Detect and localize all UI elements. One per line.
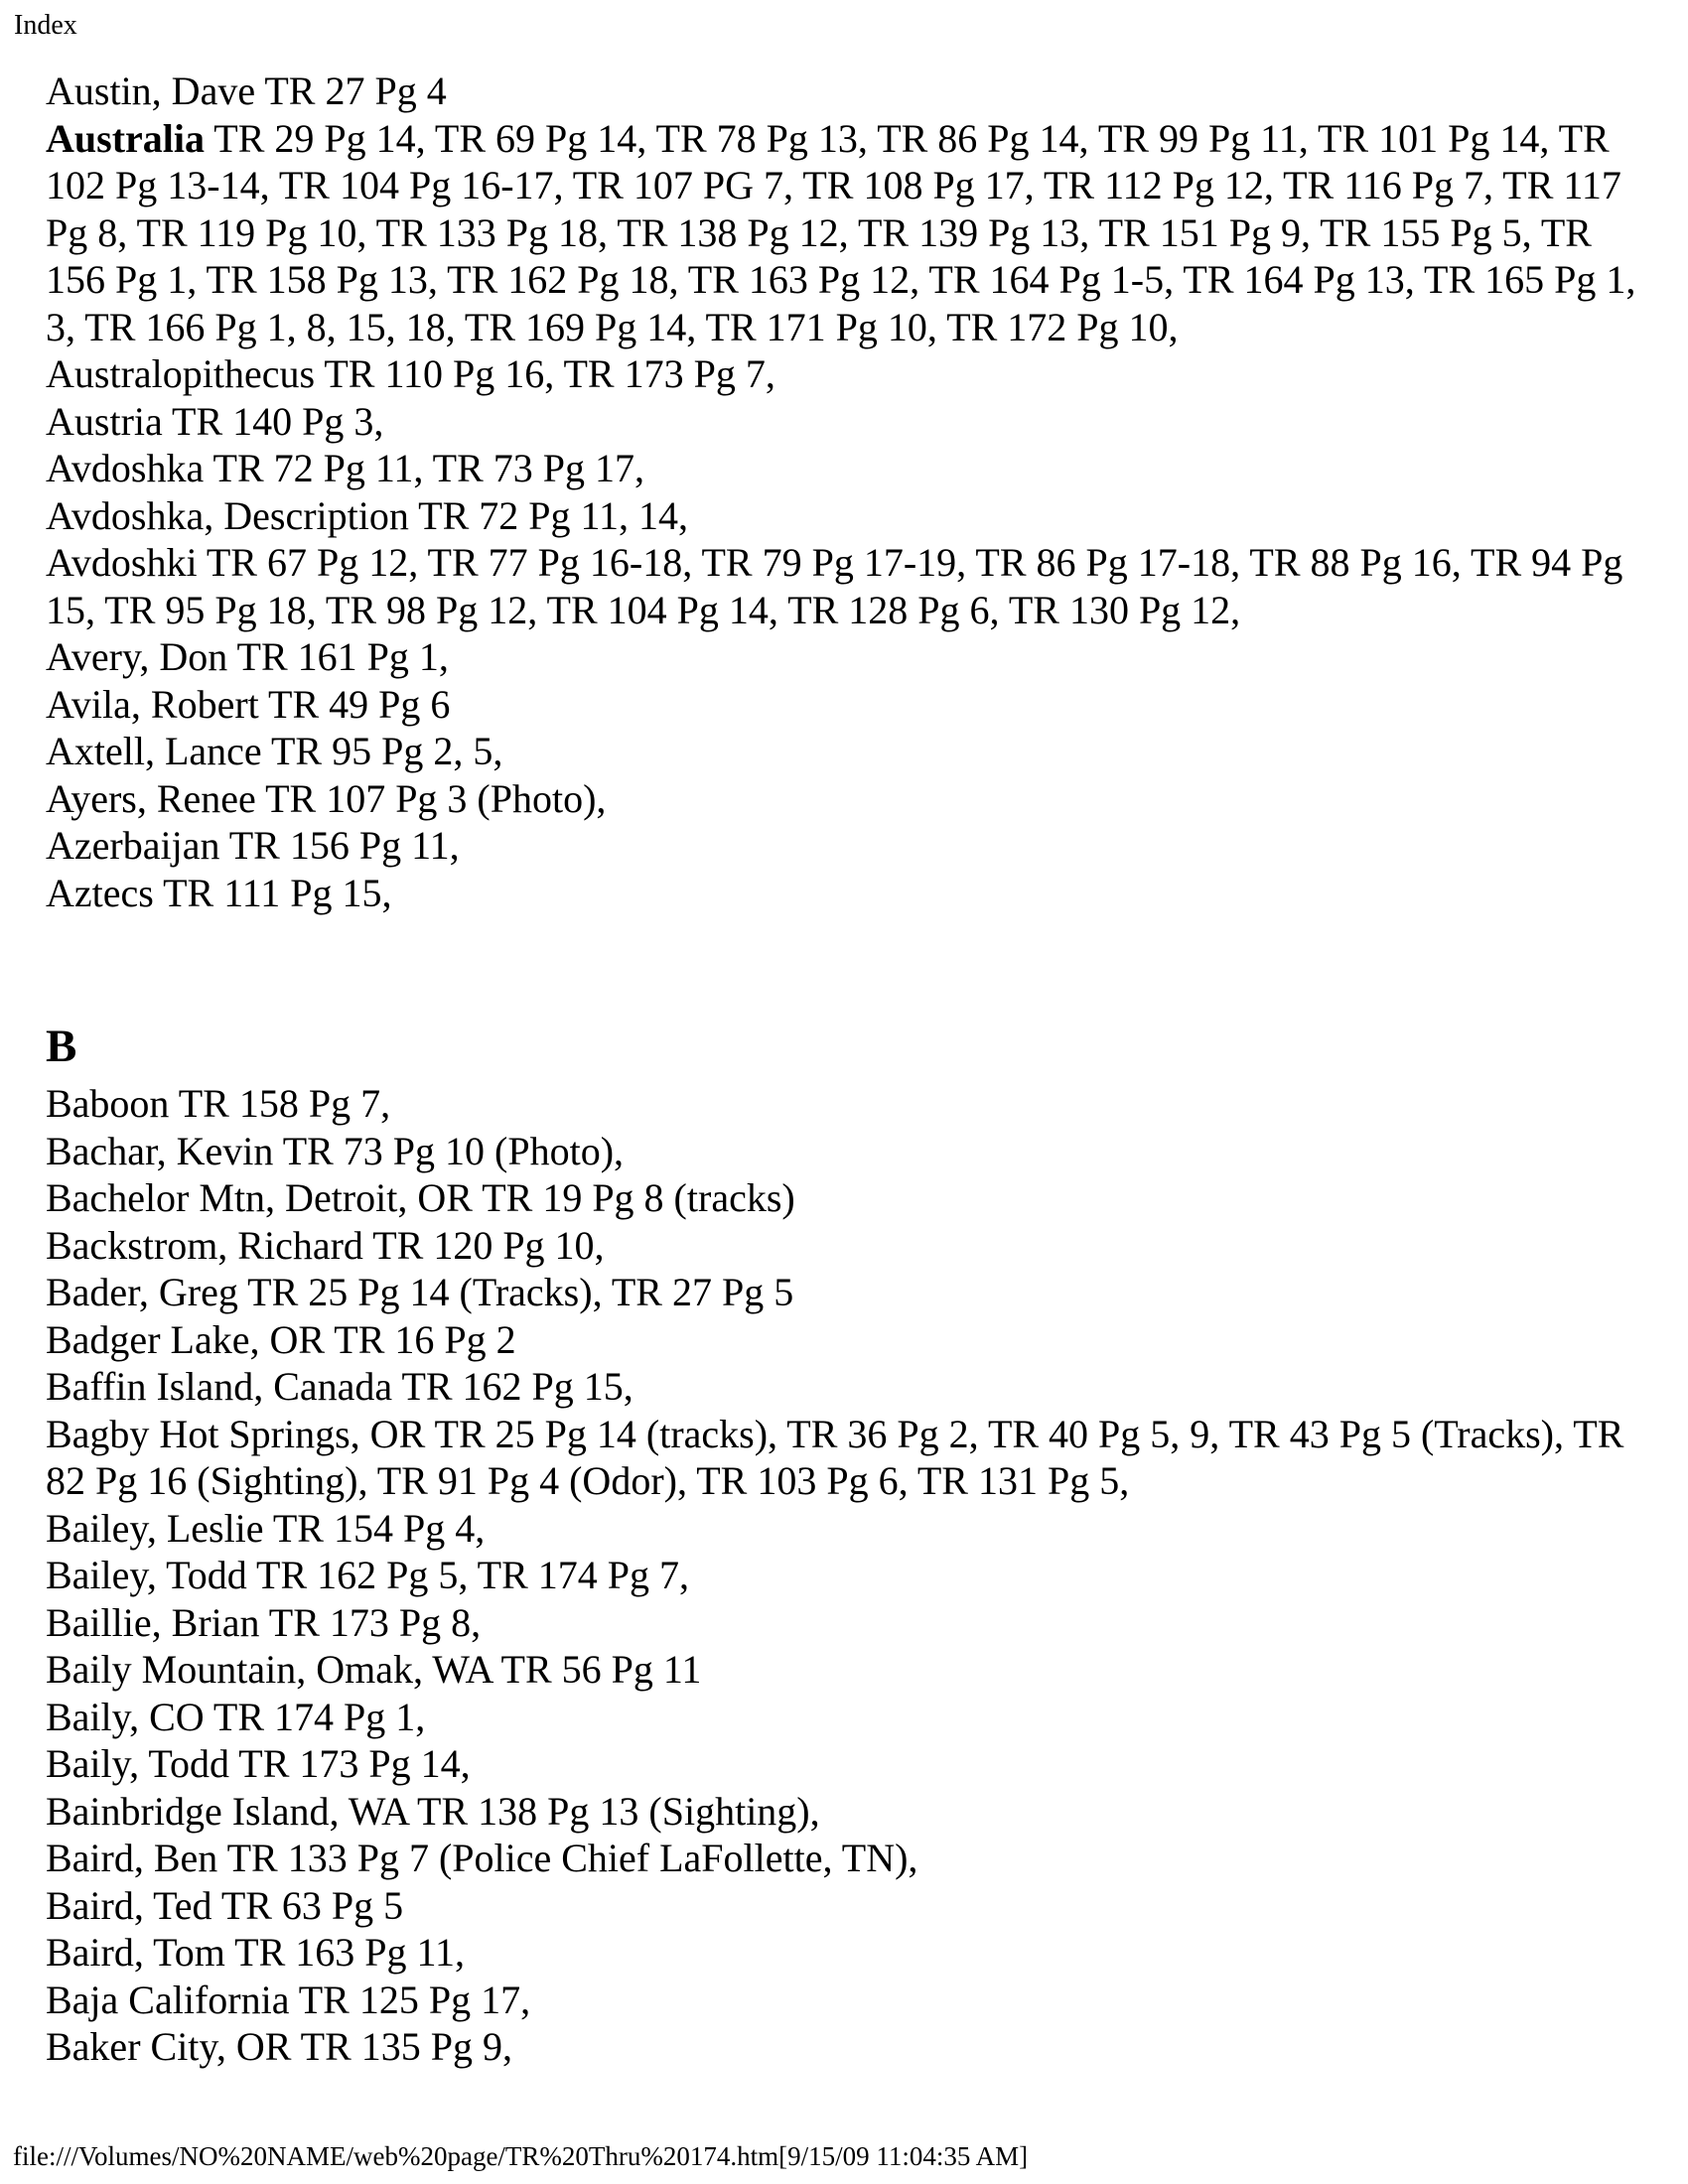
index-entry: Baffin Island, Canada TR 162 Pg 15, [46,1364,633,1409]
index-entry: Backstrom, Richard TR 120 Pg 10, [46,1222,605,1268]
print-footer-url: file:///Volumes/NO%20NAME/web%20page/TR%20Thru%20174.htm[9/15/09 11:04:35 AM] [13,2141,1029,2171]
index-entry: Bainbridge Island, WA TR 138 Pg 13 (Sighting), [46,1788,820,1834]
index-entry: Aztecs TR 111 Pg 15, [46,870,392,915]
index-entry: Baker City, OR TR 135 Pg 9, [46,2024,513,2069]
index-entry: Baily, Todd TR 173 Pg 14, [46,1741,471,1786]
index-entry: Avery, Don TR 161 Pg 1, [46,634,449,679]
index-entry: Baja California TR 125 Pg 17, [46,1977,531,2022]
index-entry: Avila, Robert TR 49 Pg 6 [46,681,451,727]
index-entry: Bader, Greg TR 25 Pg 14 (Tracks), TR 27 Pg 5 [46,1270,794,1314]
index-entry: Ayers, Renee TR 107 Pg 3 (Photo), [46,775,607,821]
index-entry: Baboon TR 158 Pg 7, [46,1081,391,1126]
index-entry: Bagby Hot Springs, OR TR 25 Pg 14 (tracks), TR 36 Pg 2, TR 40 Pg 5, 9, TR 43 Pg 5 (Tracks), TR 82 Pg 16 (Sighting), TR 91 Pg 4 (Odor), TR 103 Pg 6, TR 131 Pg 5, [46,1411,1624,1503]
index-entry: Australopithecus TR 110 Pg 16, TR 173 Pg 7, [46,351,775,396]
index-entry: Axtell, Lance TR 95 Pg 2, 5, [46,729,503,773]
index-entry: Baird, Ted TR 63 Pg 5 [46,1882,404,1928]
index-entry: Bachar, Kevin TR 73 Pg 10 (Photo), [46,1128,625,1173]
index-entry-term: Australia [46,115,205,161]
index-section-a-continued [46,68,1648,916]
section-heading: B [46,1021,77,1072]
index-entry: Austin, Dave TR 27 Pg 4 [46,68,447,113]
index-entry: Bailey, Leslie TR 154 Pg 4, [46,1505,486,1551]
print-header-title: Index [14,10,77,41]
index-entry: Baird, Tom TR 163 Pg 11, [46,1930,466,1975]
index-entry: Bachelor Mtn, Detroit, OR TR 19 Pg 8 (tracks) [46,1175,795,1220]
index-entry: Avdoshka, Description TR 72 Pg 11, 14, [46,492,689,538]
index-entry: Baily, CO TR 174 Pg 1, [46,1694,426,1739]
index-entry: Avdoshka TR 72 Pg 11, TR 73 Pg 17, [46,446,645,490]
index-entry: Bailey, Todd TR 162 Pg 5, TR 174 Pg 7, [46,1553,690,1597]
index-entry: Austria TR 140 Pg 3, [46,398,384,444]
index-content [46,68,1648,2071]
index-entry: Baillie, Brian TR 173 Pg 8, [46,1599,482,1645]
index-entry: Azerbaijan TR 156 Pg 11, [46,823,460,868]
index-entry: Badger Lake, OR TR 16 Pg 2 [46,1316,516,1362]
index-section-b [46,1020,1648,2071]
index-entry: Avdoshki TR 67 Pg 12, TR 77 Pg 16-18, TR 79 Pg 17-19, TR 86 Pg 17-18, TR 88 Pg 16, TR 94 Pg 15, TR 95 Pg 18, TR 98 Pg 12, TR 104 Pg 14, TR 128 Pg 6, TR 130 Pg 12, [46,540,1623,632]
index-entry: Baird, Ben TR 133 Pg 7 (Police Chief LaFollette, TN), [46,1836,918,1880]
index-entry: Australia TR 29 Pg 14, TR 69 Pg 14, TR 78 Pg 13, TR 86 Pg 14, TR 99 Pg 11, TR 101 Pg 14, TR 102 Pg 13-14, TR 104 Pg 16-17, TR 107 PG 7, TR 108 Pg 17, TR 112 Pg 12, TR 116 Pg 7, TR 117 Pg 8, TR 119 Pg 10, TR 133 Pg 18, TR 138 Pg 12, TR 139 Pg 13, TR 151 Pg 9, TR 155 Pg 5, TR 156 Pg 1, TR 158 Pg 13, TR 162 Pg 18, TR 163 Pg 12, TR 164 Pg 1-5, TR 164 Pg 13, TR 165 Pg 1, 3, TR 166 Pg 1, 8, 15, 18, TR 169 Pg 14, TR 171 Pg 10, TR 172 Pg 10, [46,115,1636,349]
index-entry: Baily Mountain, Omak, WA TR 56 Pg 11 [46,1647,702,1692]
